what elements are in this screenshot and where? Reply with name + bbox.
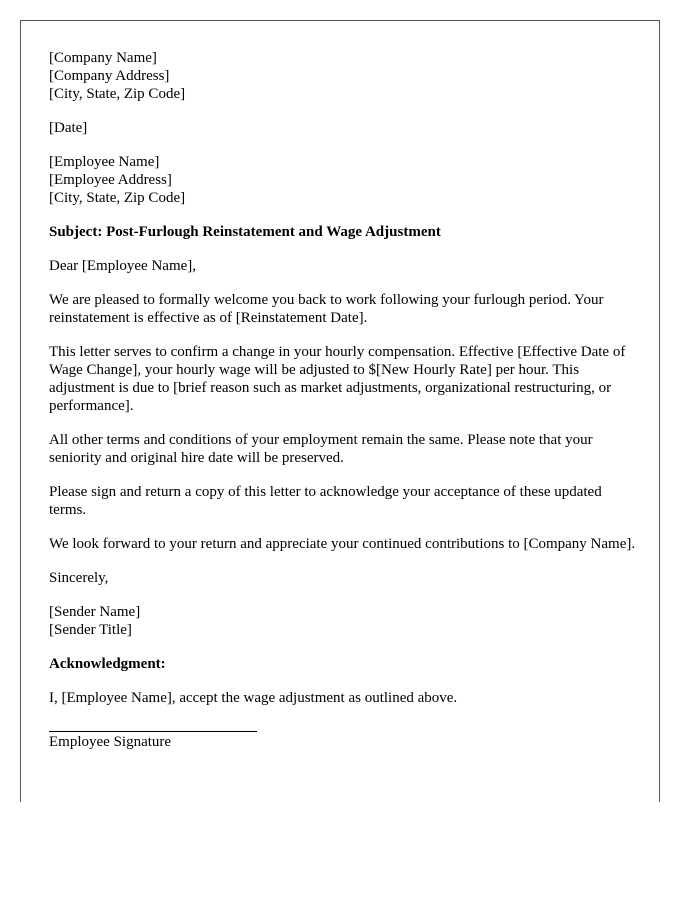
recipient-address-block <box>49 153 639 207</box>
subject-line: Subject: Post-Furlough Reinstatement and Wage Adjustment <box>49 224 441 240</box>
signature-line <box>49 731 257 732</box>
letter-content <box>49 49 639 751</box>
closing: Sincerely, <box>49 570 109 586</box>
body-paragraph-4: Please sign and return a copy of this letter to acknowledge your acceptance of these updated terms. <box>49 484 602 518</box>
sender-signature-block <box>49 603 639 639</box>
sender-title: [Sender Title] <box>49 622 132 638</box>
letter-page <box>20 20 660 802</box>
date-block <box>49 119 639 137</box>
body-paragraph-3: All other terms and conditions of your employment remain the same. Please note that your seniority and original hire date will be preserved. <box>49 432 593 466</box>
letter-date: [Date] <box>49 120 88 136</box>
employee-name: [Employee Name] <box>49 154 160 170</box>
company-address: [Company Address] <box>49 68 170 84</box>
employee-city-state-zip: [City, State, Zip Code] <box>49 190 186 206</box>
acknowledgment-heading: Acknowledgment: <box>49 656 166 672</box>
body-paragraph-1: We are pleased to formally welcome you back to work following your furlough period. Your reinstatement is effective as of [Reinstatement Date]. <box>49 292 604 326</box>
employee-address: [Employee Address] <box>49 172 172 188</box>
acknowledgment-statement: I, [Employee Name], accept the wage adjustment as outlined above. <box>49 690 458 706</box>
salutation: Dear [Employee Name], <box>49 258 197 274</box>
employee-signature-label: Employee Signature <box>49 734 172 750</box>
body-paragraph-2: This letter serves to confirm a change in your hourly compensation. Effective [Effective Date of Wage Change], your hourly wage will be adjusted to $[New Hourly Rate] per hour. This adjustment is due to [brief reason such as market adjustments, organizational restructuring, or performance]. <box>49 344 626 414</box>
sender-address-block <box>49 49 639 103</box>
body-paragraph-5: We look forward to your return and appreciate your continued contributions to [Company Name]. <box>49 536 636 552</box>
company-city-state-zip: [City, State, Zip Code] <box>49 86 186 102</box>
sender-name: [Sender Name] <box>49 604 141 620</box>
company-name: [Company Name] <box>49 50 157 66</box>
